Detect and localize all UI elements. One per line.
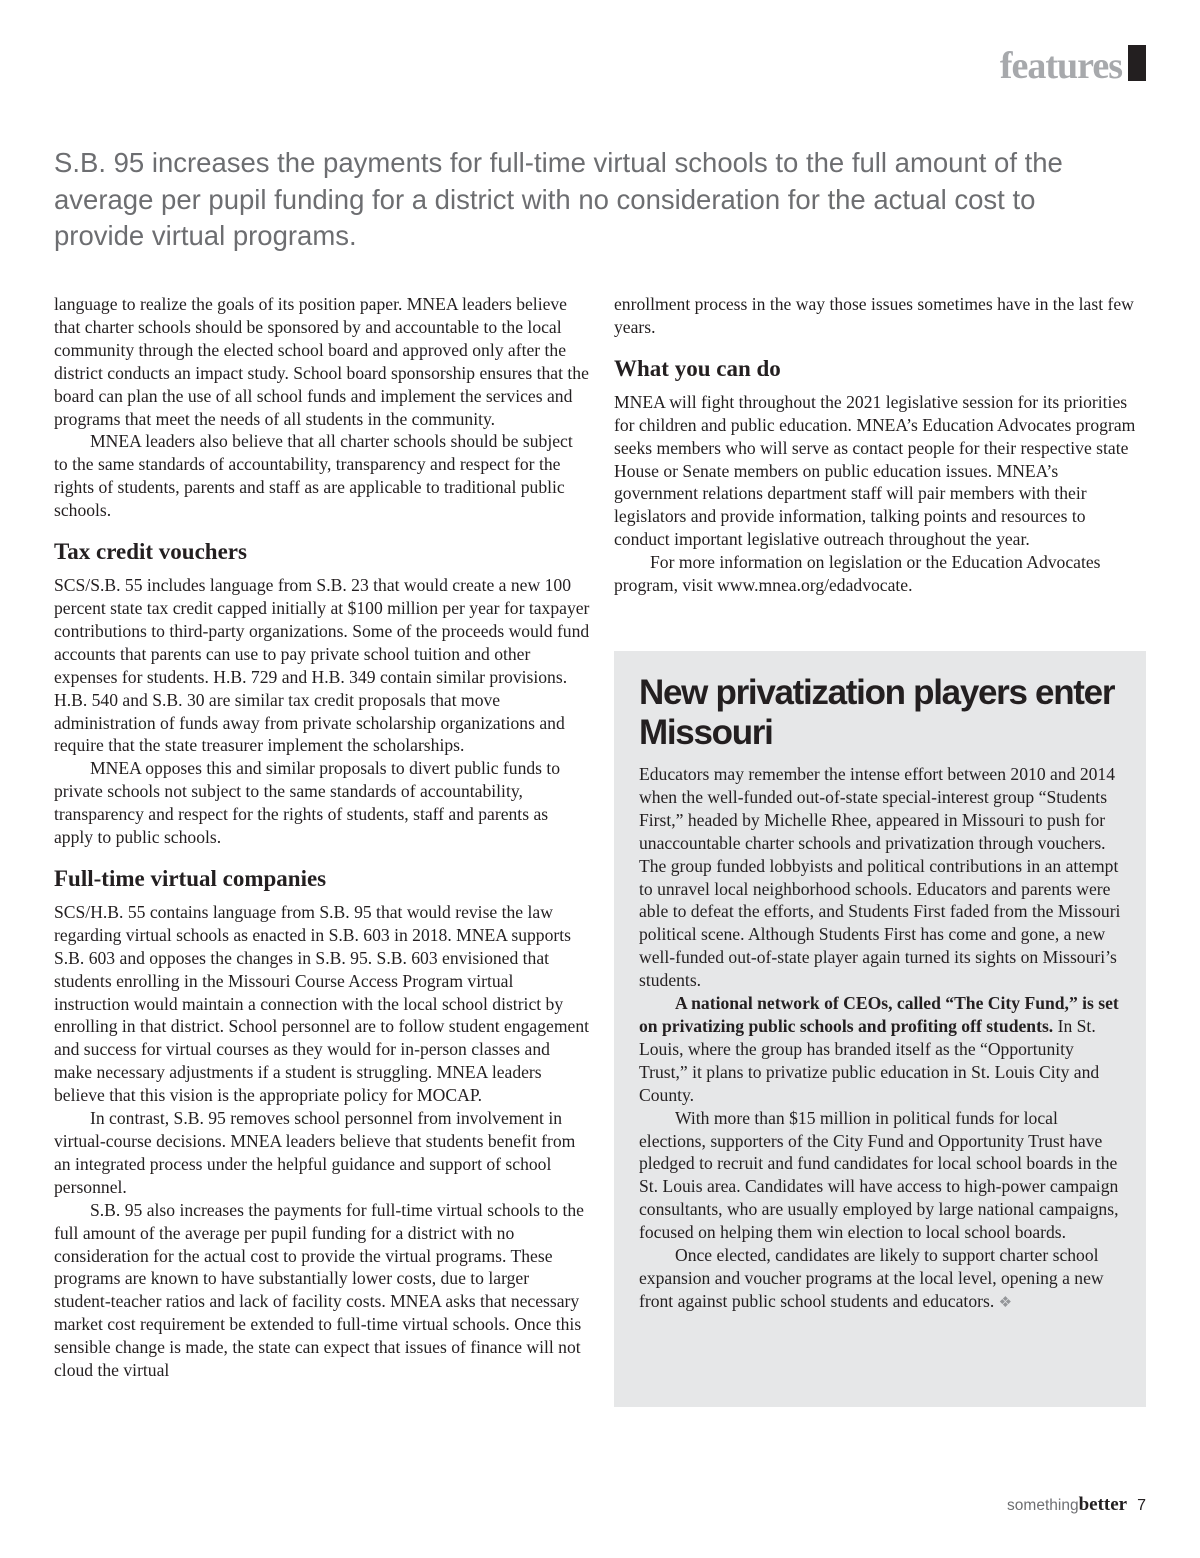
paragraph: MNEA will fight throughout the 2021 legislative session for its priorities for children and public education. MNEA’s Education Advocates program seeks members who will serve as contact people for their respective state House or Senate members on public education issues. MNEA’s government relations department staff will pair members with their legislators and provide information, talking points and resources to conduct important legislative outreach throughout the year. xyxy=(614,391,1136,550)
footer-brand-bold: better xyxy=(1078,1494,1128,1515)
pull-quote: S.B. 95 increases the payments for full-time virtual schools to the full amount of the average per pupil funding for a district with no consideration for the actual cost to provide virtual programs. xyxy=(54,147,1063,251)
paragraph: In contrast, S.B. 95 removes school personnel from involvement in virtual-course decisions. MNEA leaders believe that students benefit from an integrated process under the helpful guidance and support of school personnel. xyxy=(54,1108,576,1197)
right-column xyxy=(614,293,1144,597)
paragraph-text: In St. Louis, where the group has branded itself as the “Opportunity Trust,” it plans to privatize public education in St. Louis City and County. xyxy=(639,1015,1100,1105)
paragraph: For more information on legislation or the Education Advocates program, visit www.mnea.org/edadvocate. xyxy=(614,552,1101,596)
paragraph: language to realize the goals of its position paper. MNEA leaders believe that charter schools should be sponsored by and accountable to the local community through the elected school board and approved only after the district conducts an impact study. School board sponsorship ensures that the board can plan the use of all school funds and implement the services and programs that meet the needs of all students in the community. xyxy=(54,294,589,429)
bold-lead-in: A national network of CEOs, called “The City Fund,” is set on privatizing public schools and profiting off students. xyxy=(639,993,1119,1036)
paragraph: MNEA leaders also believe that all charter schools should be subject to the same standards of accountability, transparency and respect for the rights of students, parents and staff as are applicable to traditional public schools. xyxy=(54,431,573,521)
section-label: features xyxy=(999,45,1122,87)
paragraph xyxy=(639,992,1122,1107)
page-number: 7 xyxy=(1137,1497,1146,1514)
paragraph xyxy=(639,1244,1122,1314)
section-marker-bar xyxy=(1128,45,1146,81)
paragraph: MNEA opposes this and similar proposals to divert public funds to private schools not subject to the same standards of accountability, transparency and respect for the rights of students, staff and parents as apply to public schools. xyxy=(54,758,561,848)
paragraph: Educators may remember the intense effort between 2010 and 2014 when the well-funded out-of-state special-interest group “Students First,” headed by Michelle Rhee, appeared in Missouri to push for unaccountable charter schools and privatization through vouchers. The group funded lobbyists and political contributions in an attempt to unravel local neighborhood schools. Educators and parents were able to defeat the efforts, and Students First faded from the Missouri political scene. Although Students First has come and gone, a new well-funded out-of-state player again turned its sights on Missouri’s students. xyxy=(639,764,1121,991)
paragraph-text: Once elected, candidates are likely to support charter school expansion and voucher programs at the local level, opening a new front against public school students and educators. xyxy=(639,1245,1104,1311)
paragraph: enrollment process in the way those issues sometimes have in the last few years. xyxy=(614,294,1134,337)
footer-brand-light: something xyxy=(1007,1497,1079,1514)
paragraph: SCS/S.B. 55 includes language from S.B. 23 that would create a new 100 percent state tax credit capped initially at $100 million per year for taxpayer contributions to third-party organizations. Some of the proceeds would fund accounts that parents can use to pay private school tuition and other expenses for students. H.B. 729 and H.B. 349 contain similar provisions. H.B. 540 and S.B. 30 are similar tax credit proposals that move administration of funds away from private scholarship organizations and require that the state treasurer implement the scholarships. xyxy=(54,575,590,756)
paragraph: SCS/H.B. 55 contains language from S.B. 95 that would revise the law regarding virtual schools as enacted in S.B. 603 in 2018. MNEA supports S.B. 603 and opposes the changes in S.B. 95. S.B. 603 envisioned that students enrolling in the Missouri Course Access Program virtual instruction would maintain a connection with the local school district by enrolling in that district. School personnel are to follow student engagement and success for virtual courses as they would for in-person classes and make necessary adjustments if a student is struggling. MNEA leaders believe that this vision is the appropriate policy for MOCAP. xyxy=(54,901,590,1106)
heading-full-time-virtual-companies: Full-time virtual companies xyxy=(54,865,327,891)
heading-what-you-can-do: What you can do xyxy=(614,355,781,381)
sidebar-title: New privatization players enter Missouri xyxy=(639,673,1115,752)
paragraph: S.B. 95 also increases the payments for full-time virtual schools to the full amount of the average per pupil funding for a district with no consideration for the actual cost to provide the virtual programs. These programs are known to have substantially lower costs, due to larger student-teacher ratios and lack of facility costs. MNEA asks that necessary market cost requirement be extended to full-time virtual schools. Once this sensible change is made, the state can expect that issues of finance will not cloud the virtual xyxy=(54,1199,584,1381)
page-footer xyxy=(1007,1494,1146,1516)
paragraph: With more than $15 million in political funds for local elections, supporters of the City Fund and Opportunity Trust have pledged to recruit and fund candidates for local school boards in the St. Louis area. Candidates will have access to high-power campaign consultants, who are usually employed by large national campaigns, focused on helping them win election to local school boards. xyxy=(639,1107,1119,1243)
end-mark-icon: ❖ xyxy=(998,1292,1013,1311)
left-column xyxy=(54,293,590,1382)
sidebar-box xyxy=(614,651,1146,1407)
heading-tax-credit-vouchers: Tax credit vouchers xyxy=(54,539,247,565)
